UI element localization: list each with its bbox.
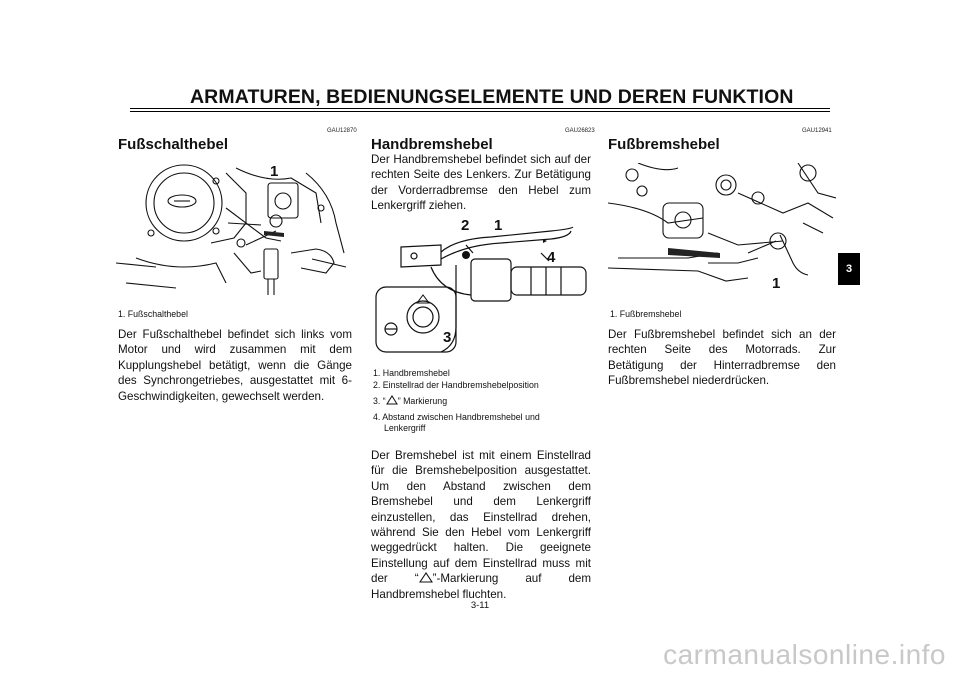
paragraph-text: Der Bremshebel ist mit einem Einstellrad für die Bremshebelposition ausgestattet. Um den Abstand zwischen dem Bremshebel und dem Lenkergriff einzustellen, das Einstellrad drehen, während Sie den Hebel vom Lenkergriff weggedrückt halten. Die geeignete Einstellung auf dem Einstellrad muss mit der “ xyxy=(371,449,591,586)
triangle-mark-icon xyxy=(419,572,433,583)
page-title: ARMATUREN, BEDIENUNGSELEMENTE UND DEREN FUNKTION xyxy=(190,86,794,108)
caption-item: 4. Abstand zwischen Handbremshebel und xyxy=(373,411,540,422)
section-code: GAU26823 xyxy=(565,128,595,134)
caption-item: 2. Einstellrad der Handbremshebelposition xyxy=(373,379,539,390)
callout-1: 1 xyxy=(772,275,781,292)
foot-brake-figure xyxy=(608,163,836,298)
caption-item: Lenkergriff xyxy=(384,423,426,433)
caption-item xyxy=(373,395,591,408)
shift-lever-figure xyxy=(116,163,350,298)
engine-left-illustration xyxy=(116,163,350,298)
body-paragraph: Der Handbremshebel befindet sich auf der rechten Seite des Lenkers. Zur Betätigung der Vorderradbremse den Hebel zum Lenkergriff ziehen. xyxy=(371,153,591,213)
caption-text: ” Markierung xyxy=(397,396,448,406)
triangle-mark-icon xyxy=(386,395,398,405)
figure-caption: 1. Fußschalthebel xyxy=(118,309,188,319)
figure-caption-list xyxy=(373,368,591,435)
watermark: carmanualsonline.info xyxy=(663,639,946,670)
callout-2: 2 xyxy=(461,217,470,234)
callout-3: 3 xyxy=(443,329,452,346)
callout-1: 1 xyxy=(270,163,279,180)
paragraph-text: ”-Markierung auf dem Handbremshebel fluchten. xyxy=(371,572,592,601)
title-rule xyxy=(130,108,830,109)
body-paragraph: Der Fußschalthebel befindet sich links vom Motor und wird zusammen mit dem Kupplungshebel betätigt, wenn die Gänge des Synchrongetriebes, ausgestattet mit 6-Geschwindigkeiten, gewechselt werden. xyxy=(118,328,352,403)
caption-item: 1. Handbremshebel xyxy=(373,368,450,378)
section-heading: Fußschalthebel xyxy=(118,136,229,153)
section-code: GAU12941 xyxy=(802,128,832,134)
body-paragraph: Der Fußbremshebel befindet sich an der rechten Seite des Motorrads. Zur Betätigung der Hinterradbremse den Fußbremshebel niederdrücken. xyxy=(608,328,836,388)
callout-1: 1 xyxy=(494,217,503,234)
foot-brake-illustration xyxy=(608,163,836,298)
body-paragraph xyxy=(371,448,591,602)
section-code: GAU12870 xyxy=(327,128,357,134)
figure-caption: 1. Fußbremshebel xyxy=(610,309,682,319)
caption-text: 3. “ xyxy=(373,396,386,406)
chapter-tab: 3 xyxy=(838,253,860,285)
page-number: 3-11 xyxy=(470,600,490,611)
handlebar-illustration xyxy=(371,217,591,355)
section-heading: Handbremshebel xyxy=(371,136,493,153)
callout-4: 4 xyxy=(547,249,556,266)
section-heading: Fußbremshebel xyxy=(608,136,720,153)
brake-lever-figure xyxy=(371,217,591,355)
title-rule-thin xyxy=(130,111,830,112)
